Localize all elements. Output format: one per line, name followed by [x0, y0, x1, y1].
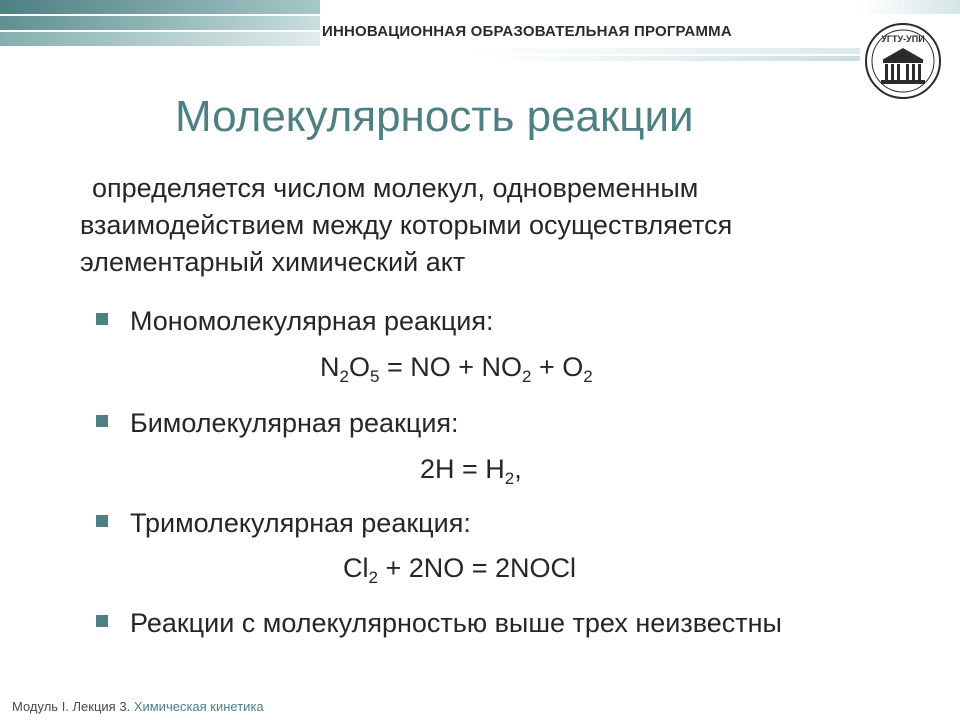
definition-line-1: определяется числом молекул, одновременным [92, 173, 699, 203]
bullet-square-icon [96, 313, 108, 325]
bullet-label: Мономолекулярная реакция: [130, 306, 494, 336]
bullet-square-icon [96, 515, 108, 527]
program-header: ИННОВАЦИОННАЯ ОБРАЗОВАТЕЛЬНАЯ ПРОГРАММА [322, 23, 732, 40]
definition-line-3: элементарный химический акт [80, 247, 466, 277]
bullet-trimolecular [96, 508, 471, 539]
formula-bimolecular: $2H = H_2$, [420, 454, 522, 488]
slide-title: Молекулярность реакции [175, 92, 694, 141]
bullet-square-icon [96, 415, 108, 427]
bullet-label: Бимолекулярная реакция: [130, 408, 459, 438]
band-stripe-right-bottom [490, 56, 860, 61]
bullet-monomolecular [96, 306, 494, 337]
bullet-label: Тримолекулярная реакция: [130, 508, 471, 538]
bullet-label: Реакции с молекулярностью выше трех неизвестны [130, 608, 782, 638]
logo-lettering: УГТУ-УПИ [881, 34, 925, 44]
band-stripe-dark [0, 0, 320, 14]
slide-footer [12, 699, 264, 714]
formula-monomolecular: $N_2O_5$ = NO + $NO_2 + O_2$ [320, 352, 593, 386]
university-logo [864, 22, 942, 100]
bullet-bimolecular [96, 408, 459, 439]
band-stripe-right-top [470, 48, 860, 54]
footer-topic: Химическая кинетика [133, 699, 264, 714]
band-stripe-right-end [860, 0, 960, 14]
band-stripe-light [0, 32, 320, 46]
definition-line-2: взаимодействием между которыми осуществляется [80, 210, 733, 240]
definition-text [80, 170, 900, 281]
bullet-square-icon [96, 615, 108, 627]
band-stripe-mid [0, 16, 320, 30]
bullet-higher-molecularity [96, 608, 782, 639]
footer-module: Модуль I. Лекция 3. [12, 699, 131, 714]
formula-trimolecular: $Cl_2 + 2NO$ = 2NOCl [343, 553, 577, 587]
